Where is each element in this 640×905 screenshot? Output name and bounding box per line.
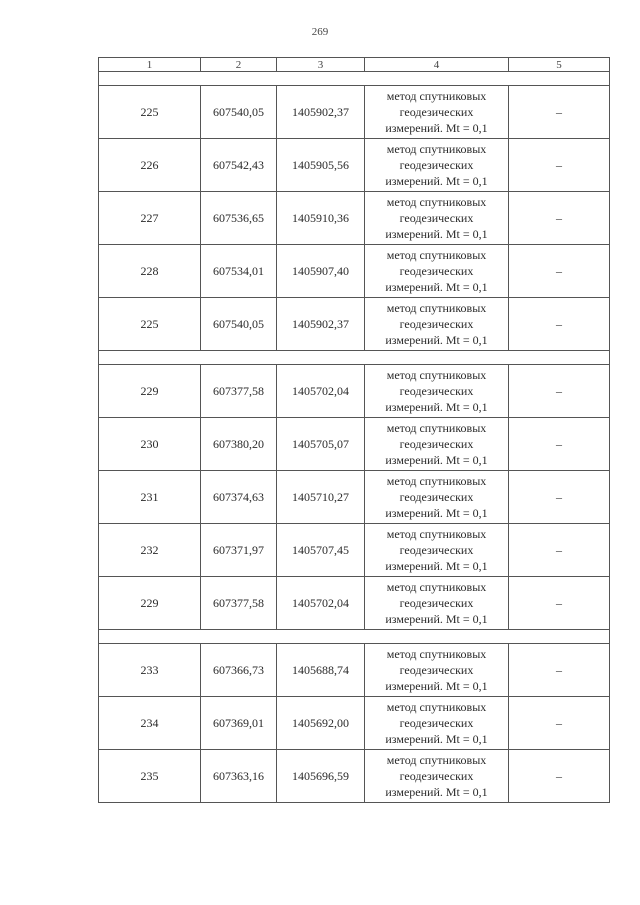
point-number-cell: 226 (99, 139, 201, 192)
method-line-2: геодезических (399, 769, 474, 783)
method-line-2: геодезических (399, 437, 474, 451)
column-header-1: 1 (99, 58, 201, 72)
method-line-3: измерений. Mt = 0,1 (385, 785, 488, 799)
method-line-1: метод спутниковых (386, 753, 487, 767)
y-coordinate-cell: 1405902,37 (277, 298, 365, 351)
separator-cell (99, 351, 610, 365)
method-line-3: измерений. Mt = 0,1 (385, 506, 488, 520)
coordinates-table (98, 57, 610, 803)
point-number-cell: 231 (99, 471, 201, 524)
x-coordinate-cell: 607380,20 (201, 418, 277, 471)
column-5-cell: – (509, 471, 610, 524)
column-header-5: 5 (509, 58, 610, 72)
table-row (99, 697, 610, 750)
method-line-3: измерений. Mt = 0,1 (385, 453, 488, 467)
column-5-cell: – (509, 524, 610, 577)
method-line-1: метод спутниковых (386, 421, 487, 435)
method-line-1: метод спутниковых (386, 301, 487, 315)
column-5-cell: – (509, 245, 610, 298)
method-line-1: метод спутниковых (386, 474, 487, 488)
separator-cell (99, 72, 610, 86)
column-header-3: 3 (277, 58, 365, 72)
x-coordinate-cell: 607377,58 (201, 577, 277, 630)
y-coordinate-cell: 1405905,56 (277, 139, 365, 192)
x-coordinate-cell: 607363,16 (201, 750, 277, 803)
method-cell (365, 750, 509, 803)
point-number-cell: 235 (99, 750, 201, 803)
method-cell (365, 86, 509, 139)
y-coordinate-cell: 1405707,45 (277, 524, 365, 577)
method-cell (365, 524, 509, 577)
method-cell (365, 192, 509, 245)
table-row (99, 139, 610, 192)
method-line-3: измерений. Mt = 0,1 (385, 174, 488, 188)
separator-row (99, 72, 610, 86)
x-coordinate-cell: 607542,43 (201, 139, 277, 192)
column-5-cell: – (509, 86, 610, 139)
column-5-cell: – (509, 644, 610, 697)
method-line-3: измерений. Mt = 0,1 (385, 612, 488, 626)
method-cell (365, 418, 509, 471)
method-line-1: метод спутниковых (386, 580, 487, 594)
coordinates-table-body (99, 58, 610, 803)
table-row (99, 298, 610, 351)
column-5-cell: – (509, 298, 610, 351)
point-number-cell: 227 (99, 192, 201, 245)
column-5-cell: – (509, 697, 610, 750)
method-line-2: геодезических (399, 317, 474, 331)
separator-row (99, 630, 610, 644)
x-coordinate-cell: 607374,63 (201, 471, 277, 524)
point-number-cell: 225 (99, 298, 201, 351)
x-coordinate-cell: 607371,97 (201, 524, 277, 577)
point-number-cell: 230 (99, 418, 201, 471)
y-coordinate-cell: 1405688,74 (277, 644, 365, 697)
table-row (99, 245, 610, 298)
method-line-1: метод спутниковых (386, 700, 487, 714)
method-line-2: геодезических (399, 716, 474, 730)
separator-row (99, 351, 610, 365)
method-line-2: геодезических (399, 211, 474, 225)
point-number-cell: 229 (99, 365, 201, 418)
point-number-cell: 234 (99, 697, 201, 750)
x-coordinate-cell: 607540,05 (201, 86, 277, 139)
y-coordinate-cell: 1405696,59 (277, 750, 365, 803)
y-coordinate-cell: 1405902,37 (277, 86, 365, 139)
method-line-1: метод спутниковых (386, 195, 487, 209)
page-number: 269 (311, 26, 329, 38)
method-cell (365, 577, 509, 630)
table-row (99, 577, 610, 630)
method-line-1: метод спутниковых (386, 647, 487, 661)
y-coordinate-cell: 1405702,04 (277, 365, 365, 418)
method-line-2: геодезических (399, 596, 474, 610)
method-cell (365, 697, 509, 750)
method-line-1: метод спутниковых (386, 527, 487, 541)
table-row (99, 192, 610, 245)
y-coordinate-cell: 1405710,27 (277, 471, 365, 524)
x-coordinate-cell: 607534,01 (201, 245, 277, 298)
column-5-cell: – (509, 750, 610, 803)
y-coordinate-cell: 1405910,36 (277, 192, 365, 245)
method-line-2: геодезических (399, 543, 474, 557)
method-line-3: измерений. Mt = 0,1 (385, 559, 488, 573)
method-cell (365, 365, 509, 418)
method-cell (365, 644, 509, 697)
table-row (99, 418, 610, 471)
method-line-2: геодезических (399, 158, 474, 172)
table-row (99, 750, 610, 803)
x-coordinate-cell: 607377,58 (201, 365, 277, 418)
method-line-1: метод спутниковых (386, 248, 487, 262)
method-line-1: метод спутниковых (386, 368, 487, 382)
x-coordinate-cell: 607536,65 (201, 192, 277, 245)
column-5-cell: – (509, 577, 610, 630)
table-row (99, 86, 610, 139)
method-line-3: измерений. Mt = 0,1 (385, 732, 488, 746)
method-cell (365, 298, 509, 351)
method-line-2: геодезических (399, 264, 474, 278)
table-header-row (99, 58, 610, 72)
separator-cell (99, 630, 610, 644)
method-line-1: метод спутниковых (386, 89, 487, 103)
method-line-3: измерений. Mt = 0,1 (385, 227, 488, 241)
point-number-cell: 228 (99, 245, 201, 298)
point-number-cell: 232 (99, 524, 201, 577)
column-5-cell: – (509, 418, 610, 471)
x-coordinate-cell: 607366,73 (201, 644, 277, 697)
column-header-4: 4 (365, 58, 509, 72)
column-header-2: 2 (201, 58, 277, 72)
y-coordinate-cell: 1405702,04 (277, 577, 365, 630)
column-5-cell: – (509, 365, 610, 418)
method-cell (365, 139, 509, 192)
y-coordinate-cell: 1405907,40 (277, 245, 365, 298)
column-5-cell: – (509, 192, 610, 245)
point-number-cell: 233 (99, 644, 201, 697)
method-line-2: геодезических (399, 384, 474, 398)
column-5-cell: – (509, 139, 610, 192)
x-coordinate-cell: 607369,01 (201, 697, 277, 750)
method-line-3: измерений. Mt = 0,1 (385, 280, 488, 294)
table-row (99, 524, 610, 577)
method-line-3: измерений. Mt = 0,1 (385, 679, 488, 693)
method-line-2: геодезических (399, 490, 474, 504)
method-line-2: геодезических (399, 105, 474, 119)
method-line-3: измерений. Mt = 0,1 (385, 400, 488, 414)
x-coordinate-cell: 607540,05 (201, 298, 277, 351)
point-number-cell: 225 (99, 86, 201, 139)
method-line-2: геодезических (399, 663, 474, 677)
method-line-3: измерений. Mt = 0,1 (385, 333, 488, 347)
method-cell (365, 245, 509, 298)
method-line-1: метод спутниковых (386, 142, 487, 156)
y-coordinate-cell: 1405692,00 (277, 697, 365, 750)
method-line-3: измерений. Mt = 0,1 (385, 121, 488, 135)
method-cell (365, 471, 509, 524)
point-number-cell: 229 (99, 577, 201, 630)
table-row (99, 471, 610, 524)
table-row (99, 365, 610, 418)
y-coordinate-cell: 1405705,07 (277, 418, 365, 471)
table-row (99, 644, 610, 697)
